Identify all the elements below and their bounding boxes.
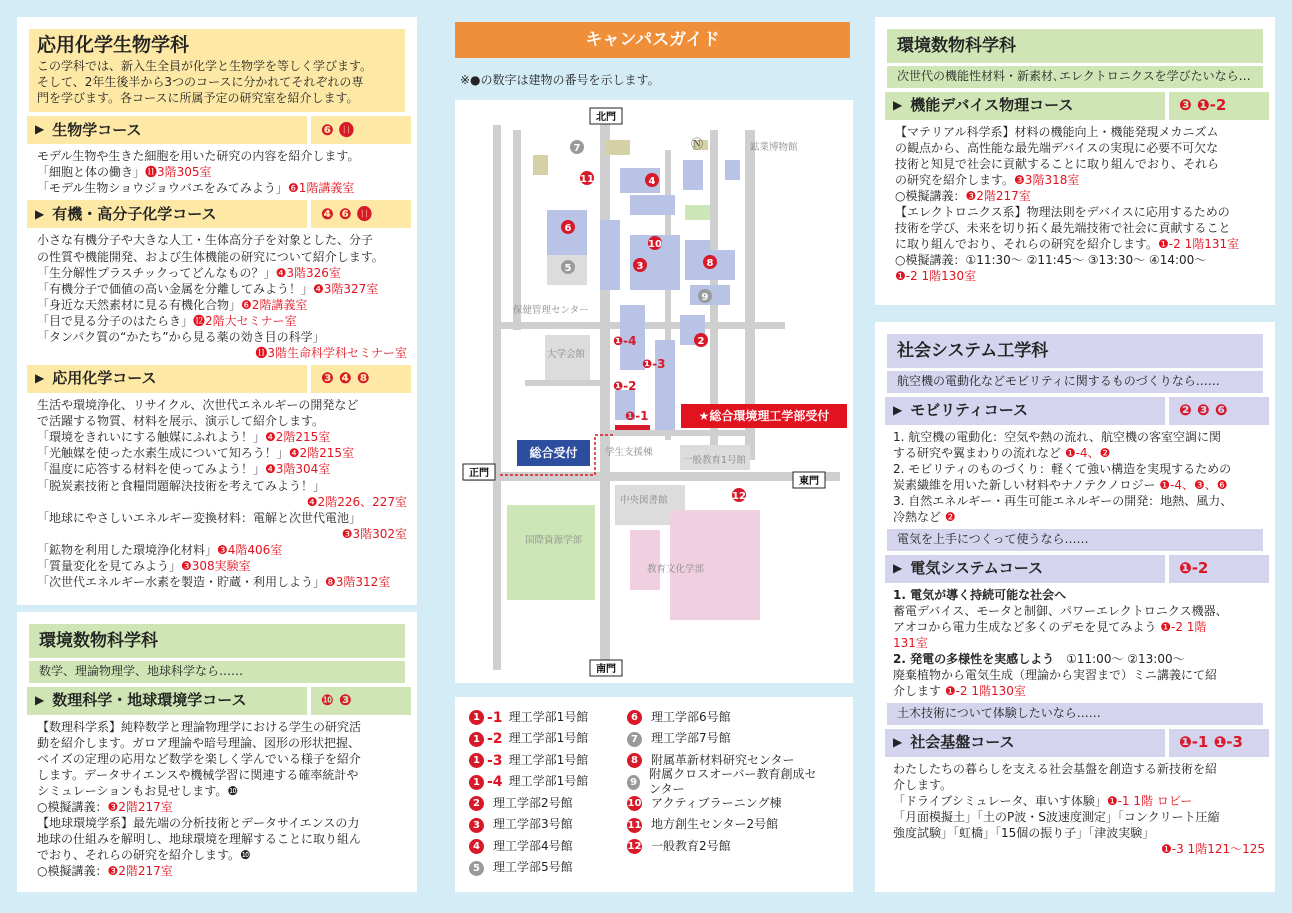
course-poly[interactable]	[27, 200, 411, 228]
civil-desc: わたしたちの暮らしを支える社会基盤を創造する新技術を紹 介します。 「ドライブシミュレータ、車いす体験」❶-1 1階 ロビー 「月面模擬土」「土のP波・S波速度測定」「コンクリート圧縮 強度試験」「虹橋」「15個の振り子」「津波実験」 ❶-3 1階121～125	[893, 761, 1265, 857]
svg-text:教育文化学部: 教育文化学部	[647, 564, 705, 575]
svg-text:5: 5	[564, 263, 572, 274]
campus-map[interactable]	[455, 100, 853, 683]
building-name: 理工学部1号館	[508, 774, 589, 789]
mobility-desc: 1. 航空機の電動化：空気や熱の流れ、航空機の客室空調に関 する研究や翼まわりの流れなど ❶-4、❷ 2. モビリティのものづくり：軽くて強い構造を実現するための 炭素繊維を用いた新しい材料やナノテクノロジー ❶-4、❸、❻ 3. 自然エネルギー・再生可能エネルギーの開発：地熱、風力、 冷熱など ❷	[893, 429, 1233, 525]
svg-text:4: 4	[648, 176, 656, 187]
legend-item	[469, 858, 669, 880]
svg-text:❶-3: ❶-3	[642, 357, 666, 371]
building-name: 附属革新材料研究センター	[651, 752, 795, 767]
svg-text:正門: 正門	[469, 468, 489, 479]
map-svg	[455, 100, 853, 683]
building-name: 理工学部1号館	[508, 731, 589, 746]
svg-text:8: 8	[706, 258, 714, 269]
course-buildings: ❻ ⓫	[311, 116, 411, 144]
svg-text:❶-1: ❶-1	[625, 409, 649, 423]
legend-item	[627, 729, 827, 751]
course-bio[interactable]	[27, 116, 411, 144]
svg-text:❶-4: ❶-4	[613, 334, 637, 348]
math-desc: 【数理科学系】純粋数学と理論物理学における学生の研究活 動を紹介します。ガロア理論や暗号理論、図形の形状把握、 ベイズの定理の応用など数学を楽しく学んでいる様子を紹介 します。データサイエンスや機械学習に関連する確率統計や シミュレーションもお見せします。❿ ○模擬講義：❸2階217室 【地球環境学系】最先端の分析技術とデータサイエンスの力 地球の仕組みを解明し、地球環境を理解することに取り組ん でおり、それらの研究を紹介します。❿ ○模擬講義：❸2階217室	[37, 719, 362, 879]
chem-header	[29, 29, 405, 112]
building-number-icon: 5	[469, 861, 484, 876]
course-math[interactable]	[27, 687, 411, 715]
svg-text:9: 9	[701, 292, 709, 303]
legend-item	[627, 815, 827, 837]
env-left-bar: 数学、理論物理学、地球科学なら……	[29, 661, 405, 683]
env-right-bar: 次世代の機能性材料・新素材､エレクトロニクスを学びたいなら…	[887, 66, 1263, 88]
reception-label: 総合受付	[517, 440, 590, 466]
building-sub: -3	[487, 752, 503, 769]
building-number-icon: 1	[469, 732, 484, 747]
svg-text:国際資源学部: 国際資源学部	[525, 535, 583, 546]
sys-bar3: 土木技術について体験したいなら……	[887, 703, 1263, 725]
device-desc: 【マテリアル科学系】材料の機能向上・機能発現メカニズム の観点から、高性能な最先端デバイスの実現に必要不可欠な 技術と知見で社会に貢献することに取り組んでおり、それら の研究を紹介します。❸3階318室 ○模擬講義：❸2階217室 【エレクトロニクス系】物理法則をデバイスに応用するための 技術を学び、未来を切り拓く最先端技術で社会に貢献すること に取り組んでおり、それらの研究を紹介します。❶-2 1階131室 ○模擬講義：①11:30～ ②11:45～ ③13:30～ ④14:00～ ❶-2 1階130室	[895, 124, 1240, 284]
svg-text:7: 7	[573, 143, 581, 154]
building-name: 理工学部3号館	[493, 817, 573, 832]
course-name: ▶ 応用化学コース	[27, 365, 307, 393]
svg-text:2: 2	[697, 336, 705, 347]
building-sub: -1	[487, 709, 503, 726]
course-name: ▶ 機能デバイス物理コース	[885, 92, 1165, 120]
svg-text:南門: 南門	[596, 664, 616, 675]
svg-text:❶-2: ❶-2	[613, 379, 637, 393]
building-name: 地方創生センター2号館	[651, 817, 779, 832]
building-number-icon: 1	[469, 710, 484, 725]
building-number-icon: 3	[469, 818, 484, 833]
building-name: アクティブラーニング棟	[651, 795, 782, 810]
sys-title: 社会システム工学科	[887, 334, 1263, 368]
svg-text:一般教育1号館: 一般教育1号館	[683, 455, 747, 466]
electric-desc: 1. 電気が導く持続可能な社会へ 蓄電デバイス、モータと制御、パワーエレクトロニクス機器、 アオコから電力生成など多くのデモを見てみよう ❶-2 1階 131室 2. 発電の多様性を実感しよう ①11:00～ ②13:00～ 廃棄植物から電気生成（理論から実習まで）ミニ講義にて紹 介します ❶-2 1階130室	[893, 587, 1228, 699]
course-app[interactable]	[27, 365, 411, 393]
building-number-icon: 12	[627, 841, 642, 853]
building-number-icon: 11	[627, 819, 642, 831]
chem-intro: この学科では、新入生全員が化学と生物学を等しく学びます。 そして、2年生後半から3つのコースに分かれてそれぞれの専 門を学びます。各コースに所属予定の研究室を紹介します。	[37, 58, 373, 106]
course-name: ▶ 数理科学・地球環境学コース	[27, 687, 307, 715]
course-name: ▶ 社会基盤コース	[885, 729, 1165, 757]
building-sub: -2	[487, 731, 503, 748]
course-civil[interactable]	[885, 729, 1269, 757]
legend-item	[627, 766, 827, 797]
building-name: 附属クロスオーバー教育創成センター	[649, 766, 817, 797]
building-number-icon: 1	[469, 753, 484, 768]
app-desc: 生活や環境浄化、リサイクル、次世代エネルギーの開発など で活躍する物質、材料を展示、演示して紹介します。 「環境をきれいにする触媒にふれよう！」❹2階215室 「光触媒を使った水素生成について知ろう！」❹2階215室 「温度に応答する材料を使ってみよう！」❹3階304室 「脱炭素技術と食糧問題解決技術を考えてみよう！」 ❹2階226、227室 「地球にやさしいエネルギー変換材料：電解と次世代電池」 ❸3階302室 「鉱物を利用した環境浄化材料」❸4階406室 「質量変化を見てみよう」❸308実験室 「次世代エネルギー水素を製造・貯蔵・利用しよう」❽3階312室	[37, 398, 407, 589]
building-name: 一般教育2号館	[651, 838, 731, 853]
building-sub: -4	[487, 774, 503, 791]
svg-text:12: 12	[732, 491, 746, 502]
course-name: ▶ 電気システムコース	[885, 555, 1165, 583]
course-name: ▶ 生物学コース	[27, 116, 307, 144]
building-name: 理工学部5号館	[493, 860, 573, 875]
building-number-icon: 7	[627, 732, 642, 747]
north-arrow-icon: Ⓝ	[691, 137, 704, 151]
course-name: ▶ 有機・高分子化学コース	[27, 200, 307, 228]
svg-text:東門: 東門	[799, 476, 819, 487]
svg-text:学生支援棟: 学生支援棟	[605, 447, 653, 458]
building-number-icon: 9	[627, 775, 640, 790]
svg-text:11: 11	[580, 174, 594, 185]
course-buildings: ❹ ❻ ⓫	[311, 200, 411, 228]
course-buildings: ❶-2	[1169, 555, 1269, 583]
svg-text:中央図書館: 中央図書館	[620, 495, 668, 506]
building-number-icon: 8	[627, 753, 642, 768]
env-right-panel	[875, 17, 1275, 305]
svg-text:6: 6	[564, 223, 572, 234]
course-mobility[interactable]	[885, 397, 1269, 425]
building-number-icon: 2	[469, 796, 484, 811]
course-buildings: ❷ ❸ ❻	[1169, 397, 1269, 425]
sys-bar1: 航空機の電動化などモビリティに関するものづくりなら……	[887, 371, 1263, 393]
legend-item	[627, 707, 827, 729]
guide-title: キャンパスガイド	[455, 22, 850, 58]
building-number-icon: 4	[469, 839, 484, 854]
env-right-title: 環境数物科学科	[887, 29, 1263, 63]
building-name: 理工学部1号館	[508, 752, 589, 767]
course-buildings: ❶-1 ❶-3	[1169, 729, 1269, 757]
building-name: 理工学部6号館	[651, 709, 731, 724]
poly-desc: 小さな有機分子や大きな人工・生体高分子を対象とした、分子 の性質や機能開発、および生体機能の研究について紹介します。 「生分解性プラスチックってどんなもの？」❹3階326室 「有機分子で価値の高い金属を分離してみよう！」❹3階327室 「身近な天然素材に見る有機化合物」❻2階講義室 「目で見る分子のはたらき」⓬2階大セミナー室 「タンパク質の“かたち”から見る薬の効き目の科学」 ⓫3階生命科学科セミナー室	[37, 233, 407, 361]
course-buildings: ❸ ❹ ❽	[311, 365, 411, 393]
svg-text:鉱業博物館: 鉱業博物館	[750, 142, 798, 153]
building-name: 理工学部1号館	[508, 709, 589, 724]
legend-right	[627, 707, 827, 858]
building-number-icon: 1	[469, 775, 484, 790]
course-electric[interactable]	[885, 555, 1269, 583]
svg-text:保健管理センター: 保健管理センター	[513, 305, 589, 316]
sys-bar2: 電気を上手につくって使うなら……	[887, 529, 1263, 551]
chem-panel	[17, 17, 417, 605]
building-name: 理工学部4号館	[493, 838, 573, 853]
course-buildings: ❿ ❸	[311, 687, 411, 715]
faculty-reception-label: ★総合環境理工学部受付	[681, 404, 847, 428]
bio-desc: モデル生物や生きた細胞を用いた研究の内容を紹介します。 「細胞と体の働き」⓫3階305室 「モデル生物ショウジョウバエをみてみよう」❻1階講義室	[37, 149, 360, 196]
course-device[interactable]	[885, 92, 1269, 120]
chem-title: 応用化学生物学科	[37, 34, 190, 56]
building-number-icon: 10	[627, 798, 642, 810]
building-number-icon: 6	[627, 710, 642, 725]
course-name: ▶ モビリティコース	[885, 397, 1165, 425]
svg-text:3: 3	[636, 261, 644, 272]
env-left-title: 環境数物科学科	[29, 624, 405, 658]
svg-text:大学会館: 大学会館	[547, 349, 586, 360]
sys-panel	[875, 322, 1275, 892]
building-name: 理工学部2号館	[493, 795, 573, 810]
building-legend	[455, 697, 853, 892]
svg-text:10: 10	[648, 239, 662, 250]
legend-item	[627, 836, 827, 858]
svg-text:北門: 北門	[596, 112, 616, 123]
map-note: ※●の数字は建物の番号を示します。	[460, 73, 660, 87]
env-left-panel	[17, 612, 417, 892]
course-buildings: ❸ ❶-2	[1169, 92, 1269, 120]
building-name: 理工学部7号館	[651, 731, 731, 746]
